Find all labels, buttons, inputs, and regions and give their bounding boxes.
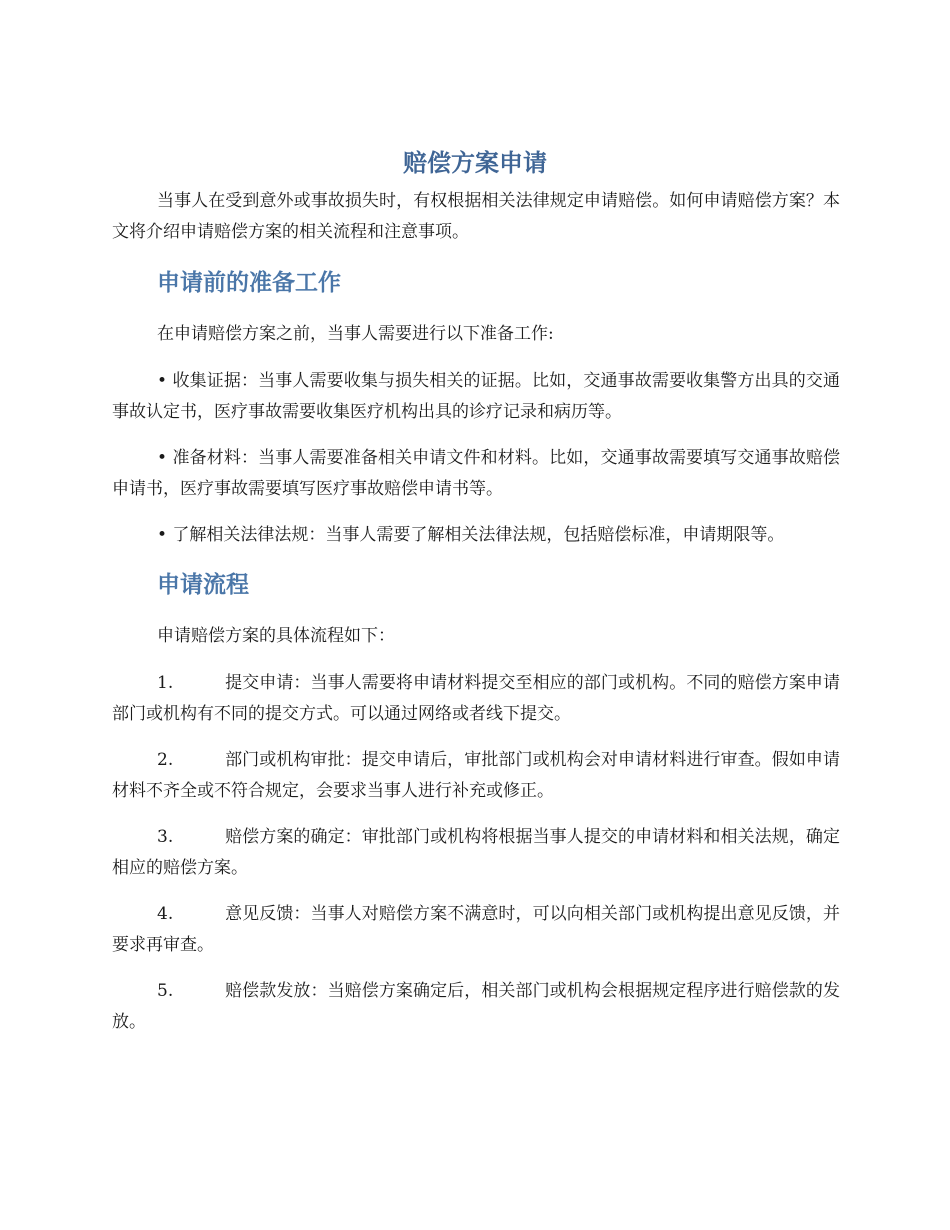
list-number: 1. [157,673,174,693]
list-item [112,899,840,961]
list-item [112,976,840,1038]
process-lead: 申请赔偿方案的具体流程如下： [157,626,395,646]
page-title: 赔偿方案申请 [403,149,547,177]
list-item-text: 赔偿款发放：当赔偿方案确定后，相关部门或机构会根据规定程序进行赔偿款的发放。 [112,981,840,1032]
section-heading-preparation: 申请前的准备工作 [157,270,341,296]
bullet-item: • 了解相关法律法规：当事人需要了解相关法律法规，包括赔偿标准，申请期限等。 [157,525,785,545]
list-number: 2. [157,750,174,770]
list-item-text: 提交申请：当事人需要将申请材料提交至相应的部门或机构。不同的赔偿方案申请部门或机构有不同的提交方式。可以通过网络或者线下提交。 [112,673,840,724]
list-item-text: 部门或机构审批：提交申请后，审批部门或机构会对申请材料进行审查。假如申请材料不齐全或不符合规定，会要求当事人进行补充或修正。 [112,750,840,801]
list-item-text: 意见反馈：当事人对赔偿方案不满意时，可以向相关部门或机构提出意见反馈，并要求再审查。 [112,904,840,955]
list-number: 5. [157,981,174,1001]
bullet-item: • 收集证据：当事人需要收集与损失相关的证据。比如，交通事故需要收集警方出具的交通事故认定书，医疗事故需要收集医疗机构出具的诊疗记录和病历等。 [112,371,840,422]
preparation-lead: 在申请赔偿方案之前，当事人需要进行以下准备工作: [157,324,554,344]
intro-paragraph: 当事人在受到意外或事故损失时，有权根据相关法律规定申请赔偿。如何申请赔偿方案？本文将介绍申请赔偿方案的相关流程和注意事项。 [112,191,840,242]
list-item [112,822,840,884]
list-item [112,745,840,807]
list-number: 3. [157,827,174,847]
list-item-text: 赔偿方案的确定：审批部门或机构将根据当事人提交的申请材料和相关法规，确定相应的赔偿方案。 [112,827,840,878]
list-item [112,668,840,730]
bullet-item: • 准备材料：当事人需要准备相关申请文件和材料。比如，交通事故需要填写交通事故赔偿申请书，医疗事故需要填写医疗事故赔偿申请书等。 [112,448,840,499]
section-heading-process: 申请流程 [157,572,249,598]
list-number: 4. [157,904,174,924]
